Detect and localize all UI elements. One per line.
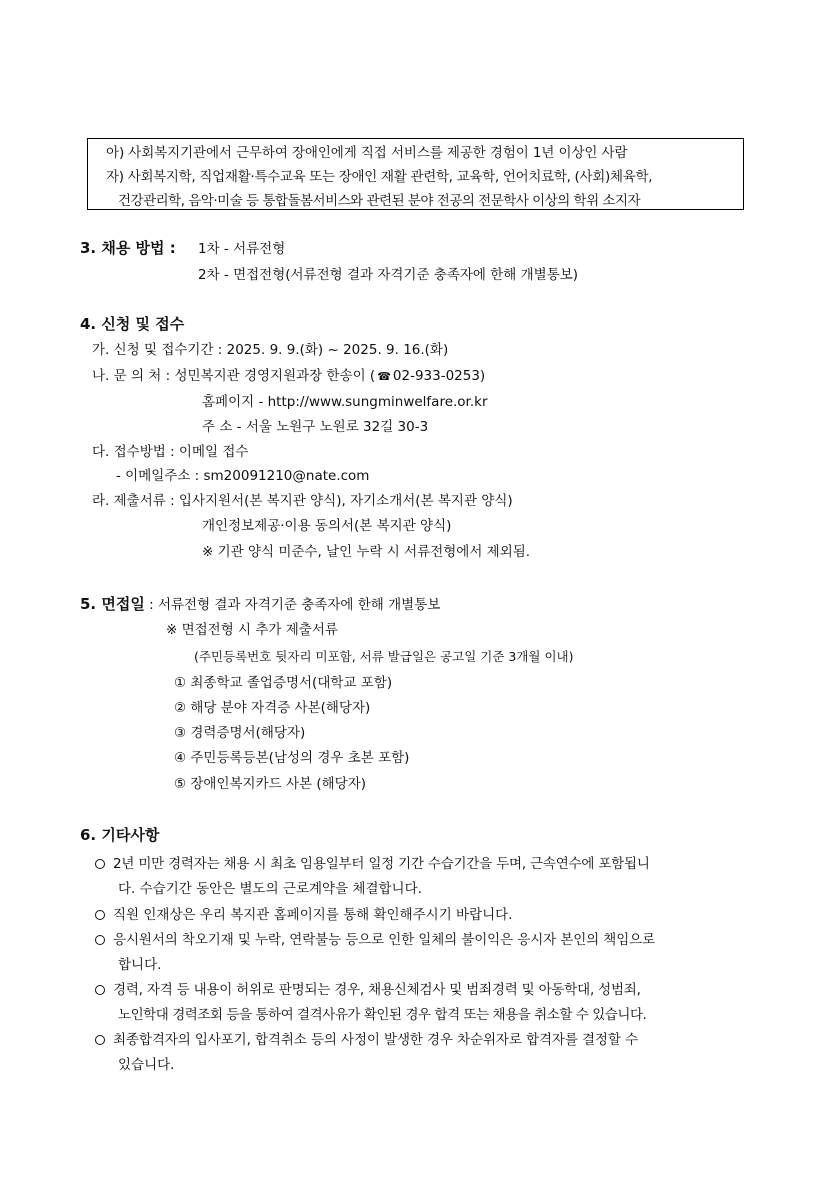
section-4-title: 4. 신청 및 접수 [80,315,185,333]
misc-item [95,931,655,949]
homepage-line: 홈페이지 - http://www.sungminwelfare.or.kr [202,394,488,410]
misc-item-cont: 다. 수습기간 동안은 별도의 근로계약을 체결합니다. [118,881,422,897]
section-3-title: 3. 채용 방법 : [80,239,176,257]
contact-line [92,367,485,386]
interview-doc-item: ① 최종학교 졸업증명서(대학교 포함) [174,675,393,691]
interview-note: ※ 면접전형 시 추가 제출서류 [166,622,338,638]
qualification-line: 아) 사회복지기관에서 근무하여 장애인에게 직접 서비스를 제공한 경험이 1년 이상인 사람 [106,145,628,161]
contact-label: 나. 문 의 처 : 성민복지관 경영지원과장 한송이 ( [92,368,376,384]
misc-item [95,1031,638,1049]
interview-note-sub: (주민등록번호 뒷자리 미포함, 서류 발급일은 공고일 기준 3개월 이내) [194,649,574,664]
misc-item-text: 응시원서의 착오기재 및 누락, 연락불능 등으로 인한 일체의 불이익은 응시자 본인의 책임으로 [113,932,656,948]
hiring-step-1: 1차 - 서류전형 [198,241,286,257]
application-period: 가. 신청 및 접수기간 : 2025. 9. 9.(화) ~ 2025. 9. 16.(화) [92,342,449,358]
section-5-title [80,594,440,615]
bullet-circle-icon [95,910,105,920]
misc-item-cont: 있습니다. [118,1057,175,1073]
interview-doc-item: ④ 주민등록등본(남성의 경우 초본 포함) [174,750,410,766]
interview-doc-item: ② 해당 분야 자격증 사본(해당자) [174,700,371,716]
hiring-step-2: 2차 - 면접전형(서류전형 결과 자격기준 충족자에 한해 개별통보) [198,267,579,283]
misc-item-text: 직원 인재상은 우리 복지관 홈페이지를 통해 확인해주시기 바랍니다. [113,907,513,923]
address-line: 주 소 - 서울 노원구 노원로 32길 30-3 [202,419,429,435]
misc-item-cont: 노인학대 경력조회 등을 통하여 결격사유가 확인된 경우 합격 또는 채용을 취소할 수 있습니다. [118,1007,647,1023]
required-documents: 라. 제출서류 : 입사지원서(본 복지관 양식), 자기소개서(본 복지관 양식) [92,493,513,509]
misc-item-text: 최종합격자의 입사포기, 합격취소 등의 사정이 발생한 경우 차순위자로 합격자를 결정할 수 [113,1032,638,1048]
email-line: - 이메일주소 : sm20091210@nate.com [116,468,370,484]
misc-item-text: 2년 미만 경력자는 채용 시 최초 임용일부터 일정 기간 수습기간을 두며, 근속연수에 포함됩니 [113,856,650,872]
phone-icon: ☎ [377,370,391,383]
contact-phone: 02-933-0253) [392,368,486,384]
misc-item-text: 경력, 자격 등 내용이 허위로 판명되는 경우, 채용신체검사 및 범죄경력 및 아동학대, 성범죄, [113,982,641,998]
misc-item-cont: 합니다. [118,957,162,973]
qualification-line: 자) 사회복지학, 직업재활·특수교육 또는 장애인 재활 관련학, 교육학, 언어치료학, (사회)체육학, [106,169,653,185]
bullet-circle-icon [95,985,105,995]
submission-method: 다. 접수방법 : 이메일 접수 [92,444,249,460]
interview-doc-item: ⑤ 장애인복지카드 사본 (해당자) [174,776,367,792]
misc-item [95,855,650,873]
bullet-circle-icon [95,1035,105,1045]
bullet-circle-icon [95,859,105,869]
section-6-title: 6. 기타사항 [80,826,160,844]
section-5-label: 5. 면접일 [80,595,145,613]
documents-note: ※ 기관 양식 미준수, 날인 누락 시 서류전형에서 제외됨. [202,544,531,560]
interview-notice: : 서류전형 결과 자격기준 충족자에 한해 개별통보 [144,597,441,613]
interview-doc-item: ③ 경력증명서(해당자) [174,725,306,741]
qualification-line: 건강관리학, 음악·미술 등 통합돌봄서비스와 관련된 분야 전공의 전문학사 이상의 학위 소지자 [118,193,641,209]
misc-item [95,906,512,924]
bullet-circle-icon [95,935,105,945]
misc-item [95,981,641,999]
required-documents-cont: 개인정보제공·이용 동의서(본 복지관 양식) [202,518,452,534]
